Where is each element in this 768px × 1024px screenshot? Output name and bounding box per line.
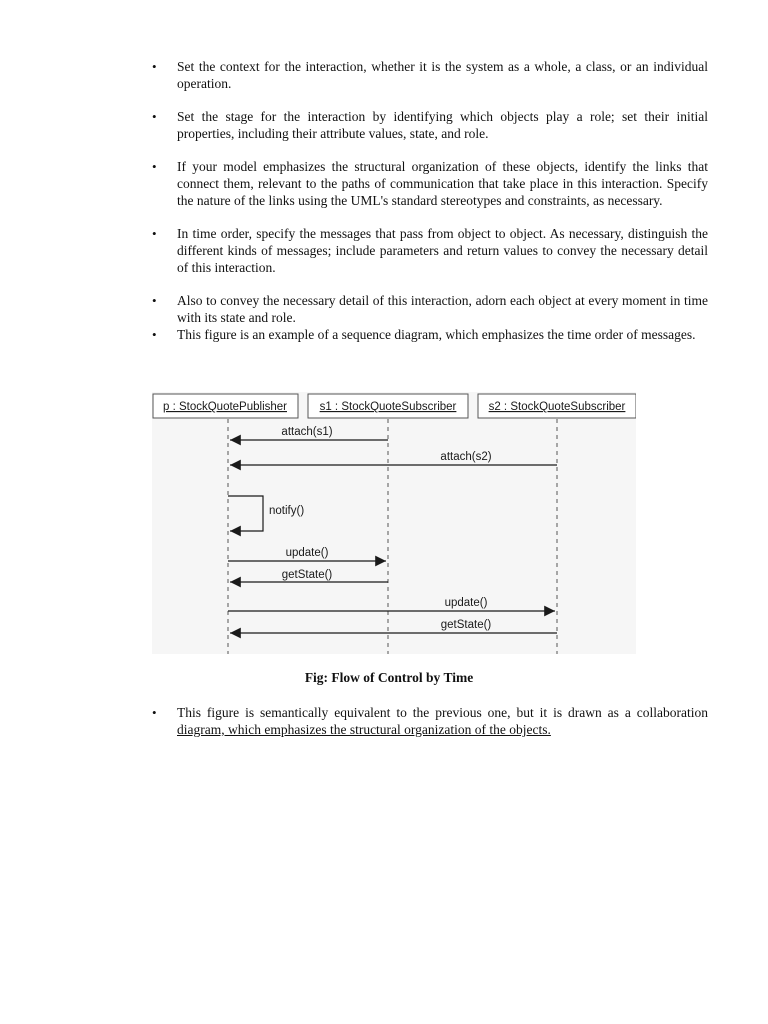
svg-text:getState(): getState()	[440, 619, 492, 631]
svg-text:notify(): notify()	[269, 505, 305, 517]
svg-text:update(): update()	[444, 597, 488, 609]
list-item: • Set the stage for the interaction by identifying which objects play a role; set their initial properties, including their attribute values, state, and role.	[152, 109, 708, 141]
object-subscriber-s2	[478, 394, 636, 418]
message-attach-s2	[230, 451, 557, 465]
svg-text:s1 : StockQuoteSubscriber: s1 : StockQuoteSubscriber	[319, 401, 457, 413]
svg-text:p : StockQuotePublisher: p : StockQuotePublisher	[162, 401, 288, 413]
bullet-icon: •	[152, 226, 157, 241]
message-getstate-s1	[230, 569, 388, 582]
list-item: • This figure is an example of a sequence diagram, which emphasizes the time order of messages.	[152, 327, 696, 342]
list-item: • In time order, specify the messages that pass from object to object. As necessary, distinguish the different kinds of messages; include parameters and return values to convey the necessary detail of this interaction.	[152, 226, 708, 275]
bullet-icon: •	[152, 705, 157, 720]
list-item: • Also to convey the necessary detail of this interaction, adorn each object at every moment in time with its state and role.	[152, 293, 708, 325]
svg-text:getState(): getState()	[281, 569, 333, 581]
bullet-text: This figure is semantically equivalent to the previous one, but it is drawn as a collaboration	[177, 705, 708, 720]
svg-text:attach(s1): attach(s1)	[281, 426, 333, 438]
message-update-s1	[228, 547, 386, 561]
bullet-icon: •	[152, 59, 157, 74]
message-attach-s1	[230, 426, 388, 440]
svg-text:attach(s2): attach(s2)	[440, 451, 492, 463]
message-update-s2	[228, 597, 555, 611]
object-subscriber-s1	[308, 394, 468, 418]
bullet-icon: •	[152, 159, 157, 174]
sequence-diagram	[152, 392, 636, 654]
bullet-icon: •	[152, 293, 157, 308]
svg-text:s2 : StockQuoteSubscriber: s2 : StockQuoteSubscriber	[488, 401, 626, 413]
message-notify	[228, 496, 304, 531]
object-publisher	[153, 394, 298, 418]
list-item	[150, 704, 708, 738]
instruction-list	[150, 58, 708, 343]
underlined-text: diagram, which emphasizes the structural organization of the objects.	[177, 722, 551, 737]
bullet-icon: •	[152, 327, 157, 342]
closing-list	[150, 704, 708, 738]
list-item: • If your model emphasizes the structural organization of these objects, identify the links that connect them, relevant to the paths of communication that take place in this interaction. Specify the nature of the links using the UML's standard stereotypes and constraints, as necessary.	[152, 159, 708, 208]
bullet-icon: •	[152, 109, 157, 124]
svg-text:update(): update()	[285, 547, 329, 559]
message-getstate-s2	[230, 619, 557, 633]
figure-caption: Fig: Flow of Control by Time	[304, 670, 474, 685]
list-item: • Set the context for the interaction, whether it is the system as a whole, a class, or an individual operation.	[152, 59, 708, 91]
